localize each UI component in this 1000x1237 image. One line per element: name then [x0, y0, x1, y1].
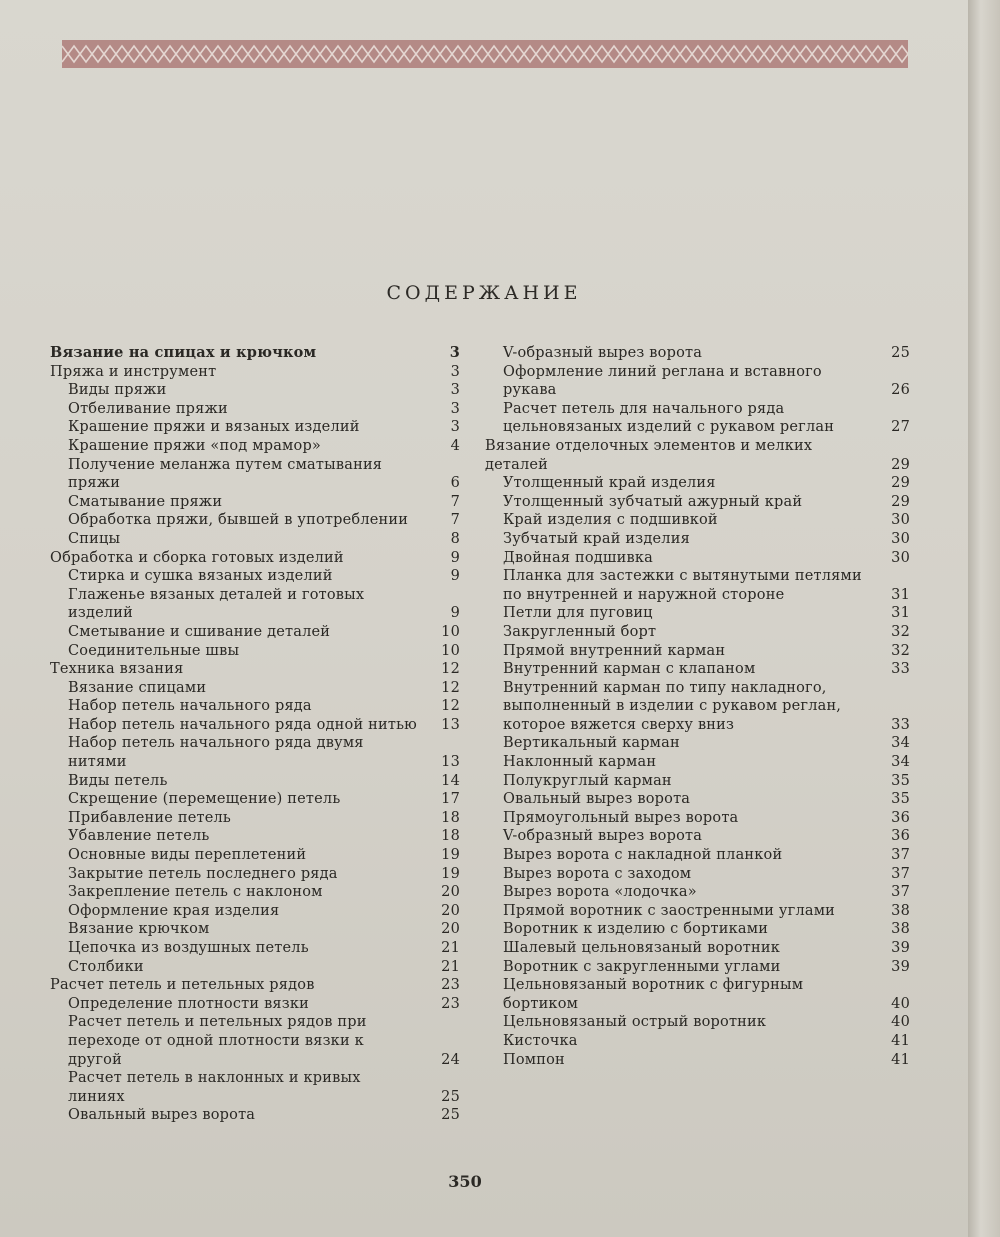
toc-entry-title: Вязание спицами: [68, 679, 207, 696]
toc-entry: [485, 976, 910, 1013]
toc-entry-title: Соединительные швы: [68, 642, 240, 659]
toc-entry: [485, 604, 910, 623]
toc-entry-title: Вязание крючком: [68, 921, 210, 938]
toc-entry: [485, 1032, 910, 1051]
toc-entry-title: Цепочка из воздушных петель: [68, 940, 309, 956]
toc-entry-page: 32: [891, 642, 910, 659]
toc-entry-page: 38: [891, 921, 910, 938]
toc-entry-page: 37: [891, 847, 910, 864]
toc-entry-title: Вырез ворота с накладной планкой: [503, 847, 783, 864]
toc-entry-title: Кисточка: [503, 1032, 578, 1049]
toc-entry-title: V-образный вырез ворота: [503, 828, 703, 845]
toc-entry-title: Шалевый цельновязаный воротник: [503, 940, 781, 956]
toc-entry-page: 20: [441, 921, 460, 938]
toc-entry-title: Внутренний карман с клапаном: [503, 661, 756, 678]
toc-entry-page: 18: [441, 828, 460, 845]
toc-entry: [50, 530, 460, 549]
toc-entry: [485, 437, 910, 474]
toc-entry-title: Край изделия с подшивкой: [503, 512, 718, 529]
toc-entry-title: Определение плотности вязки: [68, 995, 310, 1012]
toc-left-column: [50, 344, 460, 1125]
toc-entry-title: Виды петель: [68, 772, 168, 789]
toc-entry: [50, 660, 460, 679]
toc-entry-page: 40: [891, 995, 910, 1012]
toc-entry: [50, 363, 460, 382]
toc-entry: [50, 511, 460, 530]
toc-entry-page: 36: [891, 809, 910, 826]
toc-entry: [50, 958, 460, 977]
toc-entry: [50, 846, 460, 865]
toc-entry-title: Отбеливание пряжи: [68, 400, 228, 417]
toc-entry-page: 10: [441, 623, 460, 640]
toc-entry: [485, 679, 910, 735]
toc-entry-title: Расчет петель и петельных рядов: [50, 977, 315, 994]
toc-entry: [50, 586, 460, 623]
toc-entry: [485, 400, 910, 437]
toc-entry: [50, 790, 460, 809]
toc-entry-page: 35: [891, 791, 910, 808]
toc-entry: [50, 381, 460, 400]
toc-entry-page: 7: [450, 493, 460, 510]
toc-entry-page: 30: [891, 512, 910, 529]
toc-entry-title: Крашение пряжи и вязаных изделий: [68, 419, 360, 436]
toc-entry-page: 30: [891, 549, 910, 566]
toc-entry: [50, 549, 460, 568]
toc-entry: [50, 437, 460, 456]
toc-entry: [485, 493, 910, 512]
toc-entry-page: 4: [450, 437, 460, 454]
toc-entry-title: Вязание отделочных элементов и мелких деталей: [485, 437, 813, 473]
toc-entry-title: Оформление линий реглана и вставного рукава: [503, 363, 822, 399]
toc-entry-page: 12: [441, 679, 460, 696]
toc-entry-page: 18: [441, 809, 460, 826]
toc-entry-title: Закрепление петель с наклоном: [68, 884, 323, 901]
toc-entry-title: Основные виды переплетений: [68, 847, 307, 864]
toc-entry-page: 9: [450, 568, 460, 585]
decorative-ornament-band: [62, 40, 908, 68]
toc-entry: [50, 400, 460, 419]
toc-entry: [50, 1106, 460, 1125]
toc-entry-title: Утолщенный зубчатый ажурный край: [503, 493, 803, 510]
toc-entry: [485, 642, 910, 661]
toc-entry-page: 20: [441, 902, 460, 919]
toc-entry-page: 9: [450, 605, 460, 622]
toc-entry-title: Овальный вырез ворота: [503, 791, 691, 808]
toc-entry-page: 27: [891, 419, 910, 436]
toc-entry-title: Вырез ворота «лодочка»: [503, 884, 697, 901]
toc-entry: [50, 902, 460, 921]
toc-entry-page: 29: [891, 475, 910, 492]
toc-entry: [50, 344, 460, 363]
toc-entry-title: Стирка и сушка вязаных изделий: [68, 568, 333, 585]
toc-entry-title: Скрещение (перемещение) петель: [68, 791, 341, 808]
toc-entry: [485, 902, 910, 921]
toc-entry-page: 10: [441, 642, 460, 659]
toc-entry-page: 39: [891, 958, 910, 975]
toc-entry: [50, 920, 460, 939]
toc-entry-page: 33: [891, 716, 910, 733]
toc-entry: [50, 493, 460, 512]
toc-entry-page: 7: [450, 512, 460, 529]
toc-entry: [485, 734, 910, 753]
toc-entry: [485, 567, 910, 604]
toc-entry: [485, 809, 910, 828]
toc-entry-title: Двойная подшивка: [503, 549, 653, 566]
toc-entry: [485, 827, 910, 846]
toc-entry: [50, 883, 460, 902]
toc-entry-page: 25: [891, 345, 910, 361]
toc-entry-title: Прибавление петель: [68, 809, 231, 826]
toc-entry-page: 34: [891, 754, 910, 771]
toc-entry-page: 14: [441, 772, 460, 789]
toc-entry: [50, 995, 460, 1014]
toc-entry: [50, 1069, 460, 1106]
toc-entry: [50, 976, 460, 995]
toc-entry-page: 41: [891, 1032, 910, 1049]
toc-entry-title: Сматывание пряжи: [68, 493, 223, 510]
toc-entry: [485, 753, 910, 772]
toc-entry-page: 29: [891, 456, 910, 473]
toc-entry-page: 19: [441, 847, 460, 864]
toc-entry: [485, 474, 910, 493]
contents-heading: СОДЕРЖАНИЕ: [386, 282, 582, 304]
toc-entry: [50, 809, 460, 828]
toc-entry-title: Петли для пуговиц: [503, 605, 653, 622]
toc-entry-title: V-образный вырез ворота: [503, 345, 703, 361]
toc-entry-page: 24: [441, 1051, 460, 1068]
toc-right-column: [485, 344, 910, 1069]
toc-entry-title: Внутренний карман по типу накладного, выполненный в изделии с рукавом реглан, которое вяжется сверху вниз: [503, 679, 842, 733]
toc-entry-page: 26: [891, 382, 910, 399]
toc-entry: [50, 642, 460, 661]
toc-entry-page: 8: [450, 530, 460, 547]
toc-entry: [50, 679, 460, 698]
toc-entry-page: 41: [891, 1051, 910, 1068]
toc-entry-title: Зубчатый край изделия: [503, 530, 690, 547]
toc-entry: [485, 883, 910, 902]
toc-entry: [485, 939, 910, 958]
toc-entry-title: Помпон: [503, 1051, 565, 1068]
toc-entry-title: Обработка и сборка готовых изделий: [50, 549, 344, 566]
toc-entry: [50, 827, 460, 846]
toc-entry-page: 30: [891, 530, 910, 547]
toc-entry-page: 3: [450, 382, 460, 399]
toc-entry-title: Виды пряжи: [68, 382, 167, 399]
toc-entry-title: Планка для застежки с вытянутыми петлями по внутренней и наружной стороне: [503, 568, 862, 603]
toc-entry: [50, 456, 460, 493]
toc-entry-page: 38: [891, 902, 910, 919]
toc-entry-page: 12: [441, 661, 460, 678]
toc-entry: [485, 530, 910, 549]
toc-entry-title: Получение меланжа путем сматывания пряжи: [68, 456, 383, 492]
toc-entry-page: 32: [891, 623, 910, 640]
toc-entry-page: 35: [891, 772, 910, 789]
toc-entry-title: Оформление края изделия: [68, 902, 280, 919]
toc-entry-title: Крашение пряжи «под мрамор»: [68, 437, 322, 454]
toc-entry: [485, 511, 910, 530]
toc-entry-page: 19: [441, 865, 460, 882]
toc-entry: [50, 1013, 460, 1069]
toc-entry: [485, 344, 910, 363]
toc-entry: [485, 958, 910, 977]
toc-entry-page: 9: [450, 549, 460, 566]
toc-entry-title: Спицы: [68, 530, 121, 547]
toc-entry-page: 39: [891, 940, 910, 956]
toc-entry-title: Цельновязаный острый воротник: [503, 1014, 767, 1031]
toc-entry-page: 34: [891, 735, 910, 752]
toc-entry-title: Закругленный борт: [503, 623, 657, 640]
toc-entry-page: 21: [441, 958, 460, 975]
toc-entry-page: 36: [891, 828, 910, 845]
toc-entry-title: Наклонный карман: [503, 754, 657, 771]
toc-entry-title: Закрытие петель последнего ряда: [68, 865, 338, 882]
toc-entry-title: Расчет петель для начального ряда цельновязаных изделий с рукавом реглан: [503, 400, 835, 436]
toc-entry-title: Вертикальный карман: [503, 735, 680, 752]
toc-entry: [485, 920, 910, 939]
toc-entry-title: Расчет петель и петельных рядов при переходе от одной плотности вязки к другой: [68, 1014, 367, 1068]
toc-entry-title: Полукруглый карман: [503, 772, 672, 789]
toc-entry: [485, 865, 910, 884]
toc-entry-page: 37: [891, 865, 910, 882]
toc-entry-page: 3: [450, 363, 460, 380]
toc-entry-page: 20: [441, 884, 460, 901]
toc-entry-title: Воротник с закругленными углами: [503, 958, 781, 975]
toc-entry-page: 3: [450, 419, 460, 436]
toc-entry-title: Прямой воротник с заостренными углами: [503, 902, 836, 919]
toc-entry-title: Воротник к изделию с бортиками: [503, 921, 769, 938]
toc-entry-page: 25: [441, 1107, 460, 1124]
toc-entry-title: Вязание на спицах и крючком: [50, 344, 317, 361]
toc-entry-title: Набор петель начального ряда одной нитью: [68, 716, 417, 733]
toc-entry-title: Обработка пряжи, бывшей в употреблении: [68, 512, 409, 529]
toc-entry: [50, 567, 460, 586]
toc-entry-page: 29: [891, 493, 910, 510]
toc-entry: [485, 790, 910, 809]
toc-entry: [485, 846, 910, 865]
toc-entry-title: Убавление петель: [68, 828, 210, 845]
toc-entry-page: 25: [441, 1088, 460, 1105]
toc-entry: [485, 1013, 910, 1032]
toc-entry: [50, 734, 460, 771]
toc-entry: [485, 660, 910, 679]
toc-entry-title: Расчет петель в наклонных и кривых линиях: [68, 1070, 361, 1105]
toc-entry: [50, 623, 460, 642]
toc-entry-page: 3: [450, 400, 460, 417]
toc-entry-title: Набор петель начального ряда: [68, 698, 312, 715]
toc-entry-title: Техника вязания: [50, 661, 184, 678]
toc-entry-page: 40: [891, 1014, 910, 1031]
toc-entry-title: Цельновязаный воротник с фигурным бортиком: [503, 977, 804, 1012]
toc-entry-title: Набор петель начального ряда двумя нитями: [68, 735, 364, 771]
toc-entry-page: 12: [441, 698, 460, 715]
toc-entry-title: Прямоугольный вырез ворота: [503, 809, 739, 826]
toc-entry: [50, 865, 460, 884]
toc-entry-title: Глаженье вязаных деталей и готовых изделий: [68, 586, 365, 622]
toc-entry-page: 37: [891, 884, 910, 901]
toc-entry-title: Пряжа и инструмент: [50, 363, 217, 380]
toc-entry: [485, 363, 910, 400]
toc-entry: [485, 623, 910, 642]
toc-entry-title: Столбики: [68, 958, 144, 975]
toc-entry: [485, 772, 910, 791]
toc-entry-title: Овальный вырез ворота: [68, 1107, 256, 1124]
toc-entry-title: Утолщенный край изделия: [503, 475, 716, 492]
toc-entry: [50, 418, 460, 437]
toc-entry-page: 23: [441, 977, 460, 994]
toc-entry-page: 13: [441, 754, 460, 771]
toc-entry: [50, 772, 460, 791]
toc-entry-title: Сметывание и сшивание деталей: [68, 623, 331, 640]
toc-entry-page: 3: [449, 344, 460, 361]
toc-entry-page: 31: [891, 586, 910, 603]
toc-entry-page: 23: [441, 995, 460, 1012]
toc-entry-page: 17: [441, 791, 460, 808]
toc-entry-page: 31: [891, 605, 910, 622]
page-number: 350: [448, 1172, 482, 1191]
toc-entry-page: 6: [450, 475, 460, 492]
toc-entry-page: 33: [891, 661, 910, 678]
toc-entry-page: 21: [441, 940, 460, 956]
page-edge: [968, 0, 1000, 1237]
toc-entry-title: Вырез ворота с заходом: [503, 865, 692, 882]
toc-entry-page: 13: [441, 716, 460, 733]
toc-entry: [485, 1051, 910, 1070]
toc-entry: [50, 716, 460, 735]
toc-entry: [50, 697, 460, 716]
toc-entry: [50, 939, 460, 958]
toc-entry: [485, 549, 910, 568]
toc-entry-title: Прямой внутренний карман: [503, 642, 726, 659]
